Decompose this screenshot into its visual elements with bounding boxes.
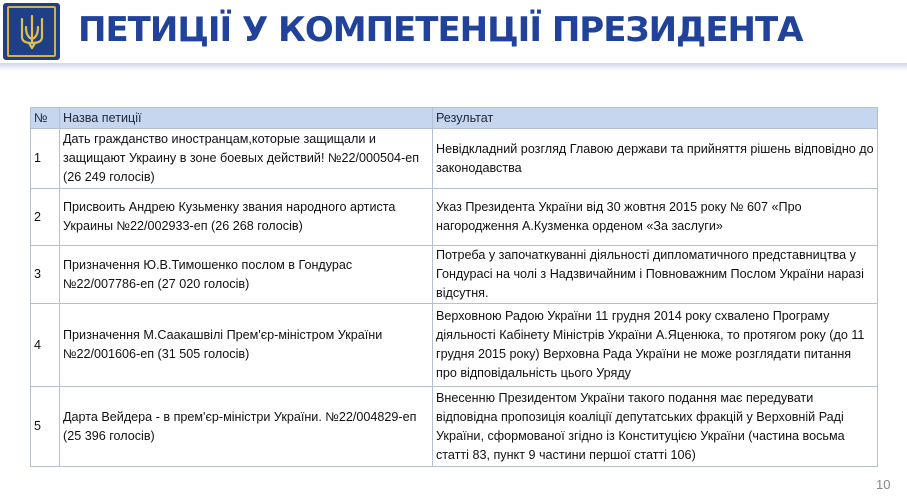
petition-name: Дать гражданство иностранцам,которые защищали и защищают Украину в зоне боевых действий! №22/000504-еп (26 249 голосів) bbox=[60, 129, 433, 189]
petition-result: Невідкладний розгляд Главою держави та прийняття рішень відповідно до законодавства bbox=[433, 129, 878, 189]
table-row bbox=[31, 304, 878, 387]
header-divider bbox=[0, 63, 907, 71]
logo bbox=[3, 3, 60, 60]
petitions-table bbox=[30, 107, 878, 467]
column-header-result: Результат bbox=[433, 108, 878, 129]
column-header-number: № bbox=[31, 108, 60, 129]
petition-result: Указ Президента України від 30 жовтня 2015 року № 607 «Про нагородження А.Кузменка орденом «За заслуги» bbox=[433, 189, 878, 246]
row-number: 1 bbox=[31, 129, 60, 189]
petition-result: Внесенню Президентом України такого подання має передувати відповідна пропозиція коаліції депутатських фракцій у Верховній Раді України, сформованої згідно із Конституцією України (частина восьма статті 83, пункт 9 частини першої статті 106) bbox=[433, 387, 878, 467]
row-number: 4 bbox=[31, 304, 60, 387]
page-title: ПЕТИЦІЇ У КОМПЕТЕНЦІЇ ПРЕЗИДЕНТА bbox=[78, 10, 803, 50]
petition-name: Призначення Ю.В.Тимошенко послом в Гондурас №22/007786-еп (27 020 голосів) bbox=[60, 246, 433, 304]
table-row bbox=[31, 129, 878, 189]
petition-name: Призначення М.Саакашвілі Прем'єр-міністром України №22/001606-еп (31 505 голосів) bbox=[60, 304, 433, 387]
table-row bbox=[31, 246, 878, 304]
petition-name: Присвоить Андрею Кузьменку звания народного артиста Украины №22/002933-еп (26 268 голосів) bbox=[60, 189, 433, 246]
table-row bbox=[31, 387, 878, 467]
row-number: 2 bbox=[31, 189, 60, 246]
table-header-row bbox=[31, 108, 878, 129]
column-header-petition-name: Назва петиції bbox=[60, 108, 433, 129]
page-number: 10 bbox=[876, 477, 891, 492]
trident-coat-of-arms-icon bbox=[7, 6, 56, 57]
petition-name: Дарта Вейдера - в прем'єр-міністри України. №22/004829-еп (25 396 голосів) bbox=[60, 387, 433, 467]
row-number: 3 bbox=[31, 246, 60, 304]
petition-result: Верховною Радою України 11 грудня 2014 року схвалено Програму діяльності Кабінету Міністрів України А.Яценюка, то протягом року (до 11 грудня 2015 року) Верховна Рада України не може розглядати питання про відповідальність цього Уряду bbox=[433, 304, 878, 387]
petition-result: Потреба у започаткуванні діяльності дипломатичного представництва у Гондурасі на чолі з Надзвичайним і Повноважним Послом України наразі відсутня. bbox=[433, 246, 878, 304]
row-number: 5 bbox=[31, 387, 60, 467]
table-row bbox=[31, 189, 878, 246]
